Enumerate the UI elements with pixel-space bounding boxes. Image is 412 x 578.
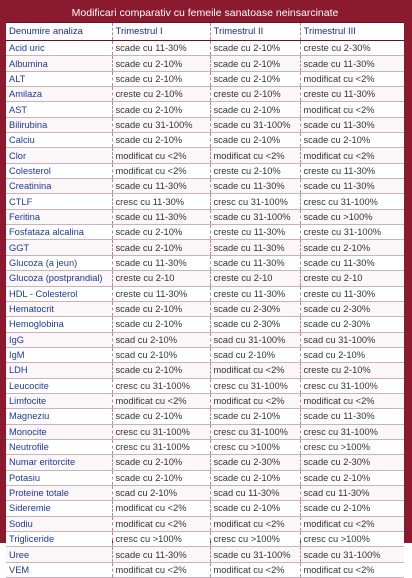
analysis-name-cell: Uree: [6, 547, 112, 562]
trimester-2-cell: scade cu 2-30%: [210, 301, 300, 316]
table-row: [6, 393, 404, 408]
trimester-1-cell: scade cu 2-10%: [112, 301, 210, 316]
trimester-1-cell: creste cu 2-10: [112, 271, 210, 286]
trimester-3-cell: scade cu >100%: [300, 209, 404, 224]
trimester-2-cell: scade cu 2-10%: [210, 470, 300, 485]
trimester-3-cell: scade cu 2-10%: [300, 240, 404, 255]
trimester-3-cell: cresc cu 31-100%: [300, 194, 404, 209]
trimester-1-cell: scade cu 31-100%: [112, 117, 210, 132]
trimester-3-cell: creste cu 2-10: [300, 271, 404, 286]
trimester-3-cell: scade cu 31-100%: [300, 547, 404, 562]
trimester-1-cell: cresc cu 31-100%: [112, 424, 210, 439]
trimester-2-cell: modificat cu <2%: [210, 516, 300, 531]
trimester-1-cell: creste cu 11-30%: [112, 286, 210, 301]
analysis-name-cell: Bilirubina: [6, 117, 112, 132]
trimester-3-cell: modificat cu <2%: [300, 102, 404, 117]
trimester-2-cell: modificat cu <2%: [210, 562, 300, 577]
trimester-2-cell: modificat cu <2%: [210, 363, 300, 378]
table-row: [6, 148, 404, 163]
trimester-3-cell: cresc cu 31-100%: [300, 378, 404, 393]
table-row: [6, 240, 404, 255]
table-row: [6, 485, 404, 500]
analysis-name-cell: Trigliceride: [6, 532, 112, 547]
table-row: [6, 41, 404, 56]
trimester-2-cell: cresc cu 31-100%: [210, 194, 300, 209]
trimester-2-cell: scade cu 2-30%: [210, 455, 300, 470]
trimester-1-cell: scade cu 11-30%: [112, 179, 210, 194]
trimester-2-cell: modificat cu <2%: [210, 393, 300, 408]
analysis-name-cell: Limfocite: [6, 393, 112, 408]
analysis-name-cell: Leucocite: [6, 378, 112, 393]
analysis-name-cell: Glucoza (postprandial): [6, 271, 112, 286]
trimester-2-cell: creste cu 11-30%: [210, 286, 300, 301]
trimester-2-cell: scade cu 11-30%: [210, 240, 300, 255]
trimester-3-cell: scade cu 2-10%: [300, 470, 404, 485]
trimester-3-cell: creste cu 11-30%: [300, 163, 404, 178]
trimester-3-cell: modificat cu <2%: [300, 562, 404, 577]
trimester-2-cell: scade cu 2-10%: [210, 71, 300, 86]
table-row: [6, 455, 404, 470]
trimester-2-cell: creste cu 2-10%: [210, 163, 300, 178]
table-row: [6, 179, 404, 194]
table-row: [6, 424, 404, 439]
analysis-name-cell: LDH: [6, 363, 112, 378]
table-row: [6, 225, 404, 240]
table-row: [6, 301, 404, 316]
table-row: [6, 271, 404, 286]
trimester-1-cell: cresc cu 11-30%: [112, 194, 210, 209]
trimester-1-cell: scade cu 11-30%: [112, 209, 210, 224]
trimester-3-cell: scade cu 11-30%: [300, 255, 404, 270]
header-analysis: Denumire analiza: [6, 23, 112, 41]
trimester-3-cell: modificat cu <2%: [300, 393, 404, 408]
trimester-3-cell: cresc cu >100%: [300, 439, 404, 454]
analysis-name-cell: Acid uric: [6, 41, 112, 56]
analysis-name-cell: Glucoza (a jeun): [6, 255, 112, 270]
trimester-1-cell: scade cu 2-10%: [112, 71, 210, 86]
trimester-3-cell: scade cu 2-10%: [300, 501, 404, 516]
analysis-name-cell: Amilaza: [6, 87, 112, 102]
table-row: [6, 378, 404, 393]
table-row: [6, 117, 404, 132]
analysis-name-cell: Proteine totale: [6, 485, 112, 500]
trimester-3-cell: scade cu 2-10%: [300, 133, 404, 148]
table-row: [6, 363, 404, 378]
trimester-2-cell: scade cu 2-10%: [210, 501, 300, 516]
trimester-1-cell: scade cu 2-10%: [112, 225, 210, 240]
trimester-3-cell: scad cu 2-10%: [300, 347, 404, 362]
analysis-name-cell: Feritina: [6, 209, 112, 224]
analysis-name-cell: Hematocrit: [6, 301, 112, 316]
trimester-2-cell: cresc cu 31-100%: [210, 378, 300, 393]
trimester-3-cell: scade cu 11-30%: [300, 56, 404, 71]
table-row: [6, 286, 404, 301]
trimester-1-cell: scade cu 2-10%: [112, 102, 210, 117]
analysis-name-cell: Sideremie: [6, 501, 112, 516]
table-row: [6, 163, 404, 178]
trimester-1-cell: modificat cu <2%: [112, 516, 210, 531]
analysis-name-cell: IgG: [6, 332, 112, 347]
trimester-1-cell: scade cu 11-30%: [112, 41, 210, 56]
analysis-name-cell: Colesterol: [6, 163, 112, 178]
trimester-1-cell: scade cu 2-10%: [112, 56, 210, 71]
trimester-2-cell: scade cu 2-10%: [210, 133, 300, 148]
table-title: Modificari comparativ cu femeile sanatoase neinsarcinate: [6, 5, 404, 22]
trimester-3-cell: creste cu 31-100%: [300, 225, 404, 240]
table-row: [6, 516, 404, 531]
table-row: [6, 255, 404, 270]
analysis-name-cell: Fosfataza alcalina: [6, 225, 112, 240]
trimester-1-cell: cresc cu >100%: [112, 532, 210, 547]
table-row: [6, 209, 404, 224]
analysis-name-cell: Numar eritorcite: [6, 455, 112, 470]
trimester-2-cell: scad cu 2-10%: [210, 347, 300, 362]
trimester-1-cell: scade cu 11-30%: [112, 255, 210, 270]
trimester-1-cell: creste cu 2-10%: [112, 87, 210, 102]
trimester-2-cell: modificat cu <2%: [210, 148, 300, 163]
trimester-3-cell: creste cu 11-30%: [300, 286, 404, 301]
table-row: [6, 133, 404, 148]
table-row: [6, 501, 404, 516]
trimester-3-cell: scade cu 11-30%: [300, 179, 404, 194]
trimester-3-cell: scade cu 11-30%: [300, 409, 404, 424]
analysis-name-cell: ALT: [6, 71, 112, 86]
table-row: [6, 532, 404, 547]
trimester-3-cell: scade cu 2-30%: [300, 455, 404, 470]
table-row: [6, 332, 404, 347]
trimester-1-cell: scade cu 2-10%: [112, 363, 210, 378]
analysis-name-cell: CTLF: [6, 194, 112, 209]
analysis-name-cell: GGT: [6, 240, 112, 255]
trimester-1-cell: modificat cu <2%: [112, 163, 210, 178]
trimester-3-cell: cresc cu 31-100%: [300, 424, 404, 439]
trimester-2-cell: scade cu 2-10%: [210, 56, 300, 71]
table-row: [6, 439, 404, 454]
table-row: [6, 409, 404, 424]
trimester-3-cell: modificat cu <2%: [300, 516, 404, 531]
trimester-1-cell: scad cu 2-10%: [112, 347, 210, 362]
analysis-name-cell: Sodiu: [6, 516, 112, 531]
header-trimester-2: Trimestrul II: [210, 23, 300, 41]
trimester-2-cell: scad cu 31-100%: [210, 332, 300, 347]
trimester-3-cell: scad cu 11-30%: [300, 485, 404, 500]
trimester-1-cell: scade cu 2-10%: [112, 470, 210, 485]
analysis-name-cell: Magneziu: [6, 409, 112, 424]
trimester-2-cell: scad cu 11-30%: [210, 485, 300, 500]
header-trimester-1: Trimestrul I: [112, 23, 210, 41]
trimester-1-cell: scade cu 2-10%: [112, 409, 210, 424]
trimester-1-cell: scad cu 2-10%: [112, 332, 210, 347]
trimester-2-cell: cresc cu >100%: [210, 532, 300, 547]
table-row: [6, 347, 404, 362]
trimester-1-cell: scade cu 2-10%: [112, 317, 210, 332]
analysis-name-cell: Neutrofile: [6, 439, 112, 454]
analysis-name-cell: Clor: [6, 148, 112, 163]
trimester-2-cell: creste cu 2-10%: [210, 87, 300, 102]
trimester-1-cell: modificat cu <2%: [112, 148, 210, 163]
trimester-1-cell: cresc cu 31-100%: [112, 378, 210, 393]
trimester-3-cell: scad cu 31-100%: [300, 332, 404, 347]
trimester-2-cell: creste cu 2-10: [210, 271, 300, 286]
trimester-3-cell: modificat cu <2%: [300, 71, 404, 86]
trimester-3-cell: creste cu 11-30%: [300, 87, 404, 102]
table-row: [6, 562, 404, 577]
analysis-name-cell: Albumina: [6, 56, 112, 71]
table-panel: [6, 5, 404, 575]
trimester-2-cell: scade cu 11-30%: [210, 255, 300, 270]
trimester-2-cell: scade cu 2-10%: [210, 102, 300, 117]
table-row: [6, 470, 404, 485]
trimester-2-cell: scade cu 31-100%: [210, 547, 300, 562]
trimester-3-cell: scade cu 11-30%: [300, 117, 404, 132]
trimester-1-cell: modificat cu <2%: [112, 501, 210, 516]
trimester-2-cell: cresc cu 31-100%: [210, 424, 300, 439]
table-row: [6, 102, 404, 117]
table-row: [6, 317, 404, 332]
trimester-2-cell: scade cu 11-30%: [210, 179, 300, 194]
analysis-name-cell: AST: [6, 102, 112, 117]
header-trimester-3: Trimestrul III: [300, 23, 404, 41]
comparison-table: [6, 22, 404, 578]
trimester-2-cell: creste cu 11-30%: [210, 225, 300, 240]
trimester-3-cell: cresc cu >100%: [300, 532, 404, 547]
trimester-2-cell: scade cu 31-100%: [210, 209, 300, 224]
header-row: [6, 23, 404, 41]
table-row: [6, 194, 404, 209]
trimester-1-cell: scade cu 2-10%: [112, 240, 210, 255]
analysis-name-cell: VEM: [6, 562, 112, 577]
table-row: [6, 547, 404, 562]
table-row: [6, 87, 404, 102]
analysis-name-cell: Hemoglobina: [6, 317, 112, 332]
table-body: [6, 41, 404, 578]
analysis-name-cell: IgM: [6, 347, 112, 362]
trimester-2-cell: cresc cu >100%: [210, 439, 300, 454]
trimester-1-cell: modificat cu <2%: [112, 393, 210, 408]
trimester-2-cell: scade cu 2-10%: [210, 41, 300, 56]
trimester-1-cell: modificat cu <2%: [112, 562, 210, 577]
analysis-name-cell: Potasiu: [6, 470, 112, 485]
trimester-1-cell: scade cu 2-10%: [112, 455, 210, 470]
trimester-2-cell: scade cu 31-100%: [210, 117, 300, 132]
trimester-3-cell: creste cu 2-10%: [300, 363, 404, 378]
trimester-1-cell: scad cu 2-10%: [112, 485, 210, 500]
trimester-3-cell: scade cu 2-30%: [300, 317, 404, 332]
trimester-1-cell: scade cu 11-30%: [112, 547, 210, 562]
trimester-2-cell: scade cu 2-10%: [210, 409, 300, 424]
trimester-3-cell: scade cu 2-30%: [300, 301, 404, 316]
table-row: [6, 56, 404, 71]
trimester-3-cell: modificat cu <2%: [300, 148, 404, 163]
trimester-2-cell: scade cu 2-30%: [210, 317, 300, 332]
analysis-name-cell: Creatinina: [6, 179, 112, 194]
analysis-name-cell: Monocite: [6, 424, 112, 439]
trimester-1-cell: cresc cu 31-100%: [112, 439, 210, 454]
table-row: [6, 71, 404, 86]
trimester-3-cell: creste cu 2-30%: [300, 41, 404, 56]
analysis-name-cell: HDL - Colesterol: [6, 286, 112, 301]
analysis-name-cell: Calciu: [6, 133, 112, 148]
trimester-1-cell: scade cu 2-10%: [112, 133, 210, 148]
